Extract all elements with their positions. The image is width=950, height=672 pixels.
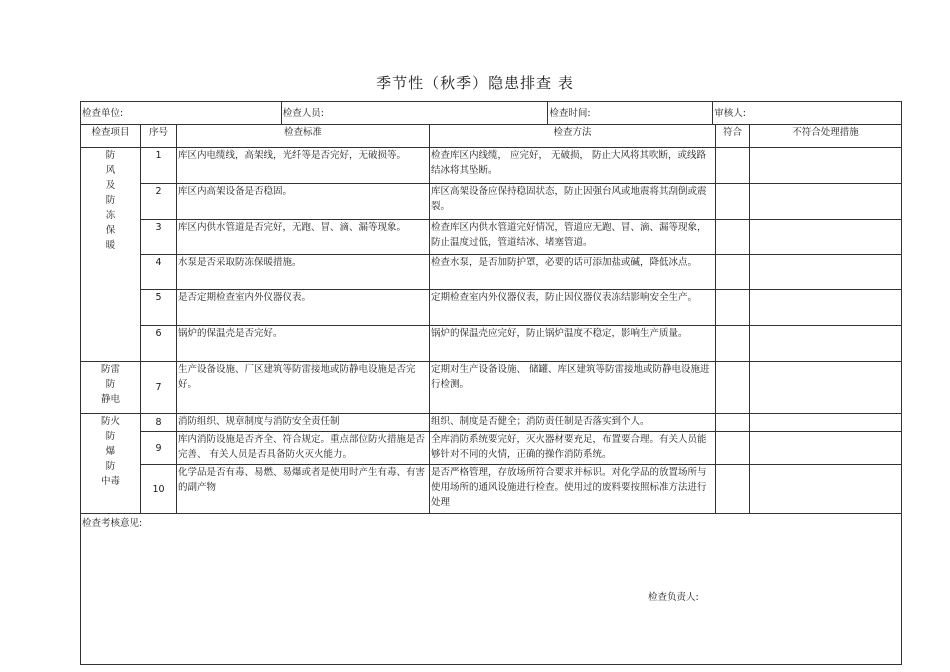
category-line: 防 [105, 379, 116, 390]
standard-cell: 化学品是否有毒、易燃、易爆或者是使用时产生有毒、有害的副产物 [177, 465, 430, 514]
remarks-label: 检查考核意见: [82, 518, 143, 529]
row-number: 6 [141, 326, 177, 362]
conform-cell[interactable] [716, 326, 750, 362]
measure-cell[interactable] [750, 432, 902, 465]
row-number: 7 [141, 362, 177, 414]
table-row [81, 290, 902, 326]
measure-cell[interactable] [750, 290, 902, 326]
standard-cell: 水泵是否采取防冻保暖措施。 [177, 255, 430, 290]
measure-cell[interactable] [750, 255, 902, 290]
conform-cell[interactable] [716, 220, 750, 255]
header-standard: 检查标准 [177, 125, 430, 148]
table-row [81, 362, 902, 414]
row-number: 5 [141, 290, 177, 326]
category-line: 静电 [100, 394, 120, 405]
table-row [81, 220, 902, 255]
standard-cell: 库区内电缆线，高架线，光纤等是否完好，无破损等。 [177, 148, 430, 184]
reviewer-label: 审核人: [714, 107, 746, 119]
conform-cell[interactable] [716, 290, 750, 326]
row-number: 9 [141, 432, 177, 465]
inspection-table [80, 101, 902, 665]
method-cell: 库区高架设备应保持稳固状态，防止因强台风或地震将其刮倒或震裂。 [430, 184, 716, 220]
unit-field[interactable] [81, 102, 282, 124]
remarks-row [81, 514, 902, 665]
method-cell: 全库消防系统要完好，灭火器材要充足，布置要合理。有关人员能够针对不同的火情，正确的操作消防系统。 [430, 432, 716, 465]
category-line: 中毒 [100, 476, 120, 487]
standard-cell: 消防组织、规章制度与消防安全责任制 [177, 414, 430, 432]
method-cell: 定期检查室内外仪器仪表，防止因仪器仪表冻结影响安全生产。 [430, 290, 716, 326]
table-row [81, 148, 902, 184]
standard-cell: 锅炉的保温壳是否完好。 [177, 326, 430, 362]
conform-cell[interactable] [716, 414, 750, 432]
measure-cell[interactable] [750, 220, 902, 255]
reviewer-field[interactable] [713, 102, 901, 124]
measure-cell[interactable] [750, 326, 902, 362]
method-cell: 检查库区内线缆， 应完好， 无破损， 防止大风将其吹断，或线路结冰将其坠断。 [430, 148, 716, 184]
header-no: 序号 [141, 125, 177, 148]
conform-cell[interactable] [716, 148, 750, 184]
category-line: 暖 [105, 240, 116, 251]
remarks-field[interactable] [81, 514, 902, 665]
category-line: 冻 [105, 210, 116, 221]
time-field[interactable] [548, 102, 713, 124]
row-number: 2 [141, 184, 177, 220]
unit-label: 检查单位: [82, 107, 124, 119]
method-cell: 检查库区内供水管道完好情况，管道应无跑、冒、滴、漏等现象，防止温度过低，管道结冰、堵塞管道。 [430, 220, 716, 255]
measure-cell[interactable] [750, 414, 902, 432]
row-number: 10 [141, 465, 177, 514]
signer-label: 检查负责人: [648, 592, 699, 603]
category-line: 防火 [100, 416, 120, 427]
standard-cell: 库区内供水管道是否完好，无跑、冒、滴、漏等现象。 [177, 220, 430, 255]
form-title: 季节性（秋季）隐患排查 表 [376, 74, 574, 92]
inspector-label: 检查人员: [282, 107, 324, 119]
category-cell [81, 148, 141, 362]
header-method: 检查方法 [430, 125, 716, 148]
category-cell [81, 362, 141, 414]
category-line: 防 [105, 195, 116, 206]
conform-cell[interactable] [716, 465, 750, 514]
category-line: 防 [105, 150, 116, 161]
measure-cell[interactable] [750, 184, 902, 220]
category-line: 防 [105, 431, 116, 442]
category-line: 保 [105, 225, 116, 236]
category-line: 及 [105, 180, 116, 191]
conform-cell[interactable] [716, 432, 750, 465]
category-line: 爆 [105, 446, 116, 457]
category-line: 风 [105, 165, 116, 176]
category-line: 防雷 [100, 364, 120, 375]
standard-cell: 库区内高架设备是否稳固。 [177, 184, 430, 220]
row-number: 1 [141, 148, 177, 184]
time-label: 检查时间: [549, 107, 591, 119]
standard-cell: 库内消防设施是否齐全、符合规定。重点部位防火措施是否完善、 有关人员是否具备防火灭火能力。 [177, 432, 430, 465]
category-cell [81, 414, 141, 514]
method-cell: 锅炉的保温壳应完好，防止锅炉温度不稳定，影响生产质量。 [430, 326, 716, 362]
table-row [81, 465, 902, 514]
header-item: 检查项目 [81, 125, 141, 148]
measure-cell[interactable] [750, 362, 902, 414]
measure-cell[interactable] [750, 465, 902, 514]
conform-cell[interactable] [716, 184, 750, 220]
header-row [81, 125, 902, 148]
measure-cell[interactable] [750, 148, 902, 184]
table-row [81, 326, 902, 362]
method-cell: 组织、制度是否健全；消防责任制是否落实到个人。 [430, 414, 716, 432]
standard-cell: 生产设备设施、厂区建筑等防雷接地或防静电设施是否完好。 [177, 362, 430, 414]
method-cell: 检查水泵，是否加防护罩，必要的话可添加盐或碱，降低冰点。 [430, 255, 716, 290]
table-row [81, 184, 902, 220]
method-cell: 是否严格管理，存放场所符合要求并标识。对化学品的放置场所与使用场所的通风设施进行检查。使用过的废料要按照标准方法进行处理 [430, 465, 716, 514]
row-number: 3 [141, 220, 177, 255]
row-number: 4 [141, 255, 177, 290]
standard-cell: 是否定期检查室内外仪器仪表。 [177, 290, 430, 326]
header-conform: 符合 [716, 125, 750, 148]
conform-cell[interactable] [716, 362, 750, 414]
table-row [81, 432, 902, 465]
header-measure: 不符合处理措施 [750, 125, 902, 148]
info-row [81, 102, 902, 125]
method-cell: 定期对生产设备设施、 储罐、库区建筑等防雷接地或防静电设施进行检测。 [430, 362, 716, 414]
table-row [81, 414, 902, 432]
table-row [81, 255, 902, 290]
inspector-field[interactable] [282, 102, 549, 124]
category-line: 防 [105, 461, 116, 472]
conform-cell[interactable] [716, 255, 750, 290]
row-number: 8 [141, 414, 177, 432]
